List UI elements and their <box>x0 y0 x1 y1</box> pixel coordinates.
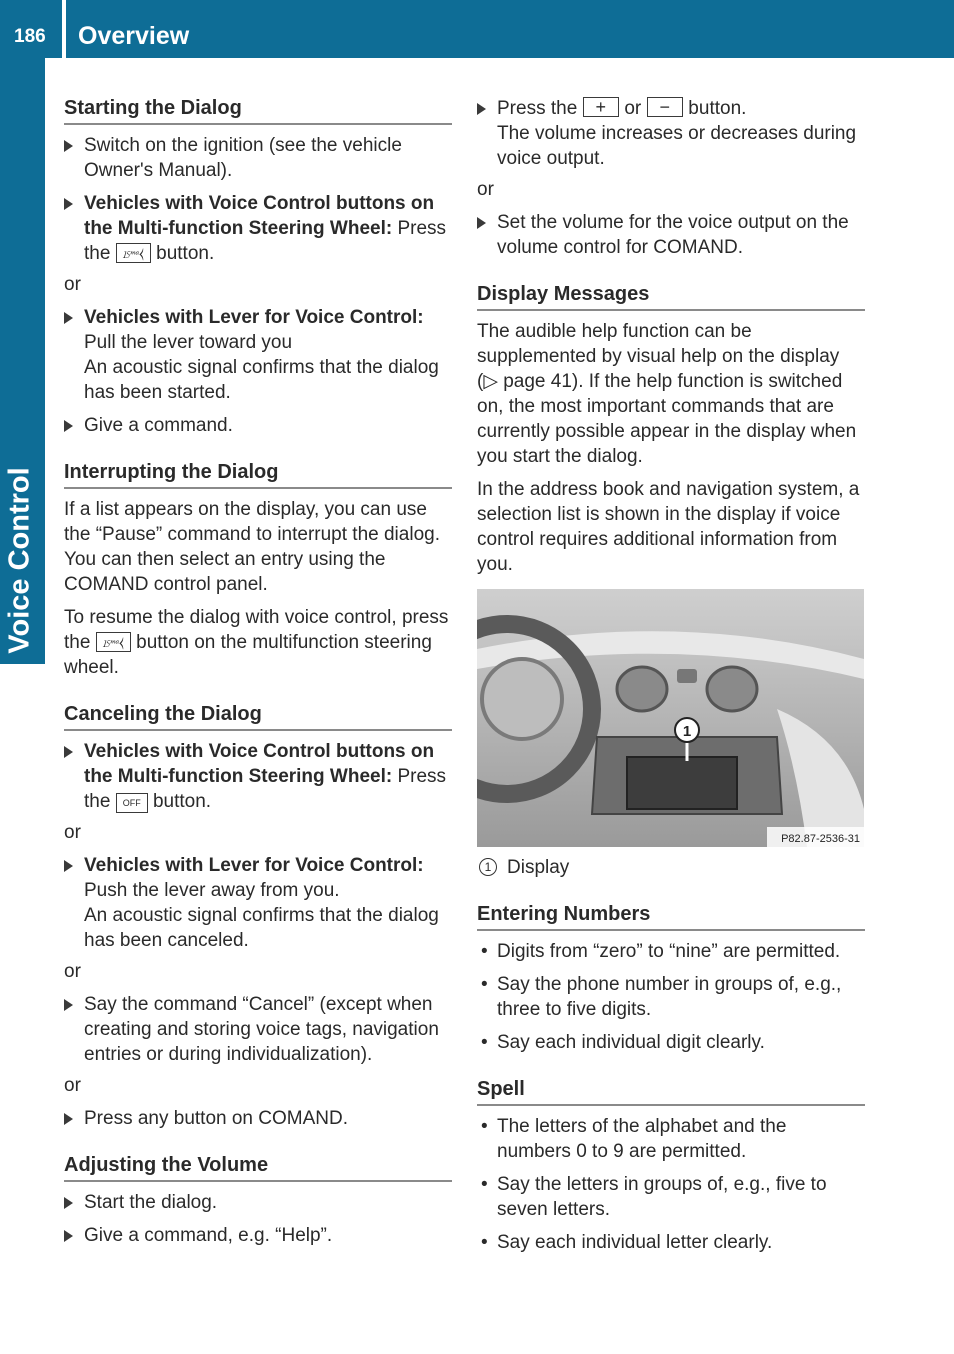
left-column <box>64 96 452 1248</box>
figure-code: P82.87-2536-31 <box>781 833 860 845</box>
list-item: Give a command. <box>64 413 452 438</box>
dashboard-figure <box>477 589 864 847</box>
heading-adjusting-volume: Adjusting the Volume <box>64 1153 452 1182</box>
page-number: 186 <box>14 26 46 47</box>
voice-button-icon: 𝄸⧼ <box>96 632 131 652</box>
bullet-icon: • <box>481 1174 488 1195</box>
bullet-icon: • <box>481 974 488 995</box>
list-item: Switch on the ignition (see the vehicle Owner's Manual). <box>64 133 452 183</box>
arrow-icon <box>477 103 486 115</box>
heading-canceling-dialog: Canceling the Dialog <box>64 702 452 731</box>
heading-entering-numbers: Entering Numbers <box>477 902 865 931</box>
list-item: Vehicles with Lever for Voice Control: Pull the lever toward you An acoustic signal confirms that the dialog has been started. <box>64 305 452 405</box>
bullet-icon: • <box>481 1116 488 1137</box>
bullet-item: • Say each individual digit clearly. <box>481 1032 765 1053</box>
arrow-icon <box>477 217 486 229</box>
bullet-item: • Digits from “zero” to “nine” are permitted. <box>481 941 841 962</box>
caption-number: 1 <box>479 858 497 876</box>
list-item: Give a command, e.g. “Help”. <box>64 1223 452 1248</box>
arrow-icon <box>64 860 73 872</box>
arrow-icon <box>64 198 73 210</box>
list-item: Vehicles with Lever for Voice Control: Push the lever away from you. An acoustic signal confirms that the dialog has been canceled. <box>64 853 452 953</box>
or-text: or <box>64 1075 81 1096</box>
bullet-item: • Say the phone number in groups of, e.g., three to five digits. <box>481 974 842 1020</box>
figure-callout: 1 <box>682 723 692 740</box>
paragraph: In the address book and navigation system, a selection list is shown in the display if voice control requires additional information from you. <box>477 479 860 575</box>
list-item: Say the command “Cancel” (except when creating and storing voice tags, navigation entries or during individualization). <box>64 992 452 1067</box>
paragraph: The audible help function can be supplemented by visual help on the display (▷ page 41). If the help function is switched on, the most important commands that are currently possible appear in the display when you start the dialog. <box>477 321 857 467</box>
list-item: Set the volume for the voice output on the volume control for COMAND. <box>477 210 865 260</box>
arrow-icon <box>64 746 73 758</box>
heading-interrupting-dialog: Interrupting the Dialog <box>64 460 452 489</box>
arrow-icon <box>64 312 73 324</box>
bullet-icon: • <box>481 941 488 962</box>
arrow-icon <box>64 420 73 432</box>
paragraph: If a list appears on the display, you can use the “Pause” command to interrupt the dialog. You can then select an entry using the COMAND control panel. <box>64 499 440 595</box>
side-tab <box>0 58 45 664</box>
bullet-item: • Say each individual letter clearly. <box>481 1232 773 1253</box>
or-text: or <box>477 179 494 200</box>
arrow-icon <box>64 140 73 152</box>
bullet-icon: • <box>481 1032 488 1053</box>
heading-spell: Spell <box>477 1077 865 1106</box>
figure-caption: 1 Display <box>477 855 865 880</box>
paragraph: To resume the dialog with voice control, press the 𝄸⧼ button on the multifunction steering wheel. <box>64 607 449 678</box>
bullet-item: • The letters of the alphabet and the numbers 0 to 9 are permitted. <box>481 1116 787 1162</box>
or-text: or <box>64 961 81 982</box>
dashboard-illustration <box>477 589 864 847</box>
page-header <box>0 0 954 58</box>
arrow-icon <box>64 1230 73 1242</box>
list-item: Vehicles with Voice Control buttons on the Multi-function Steering Wheel: Press the 𝄸⧼ button. <box>64 191 452 266</box>
list-item: Start the dialog. <box>64 1190 452 1215</box>
bullet-icon: • <box>481 1232 488 1253</box>
list-item: Vehicles with Voice Control buttons on the Multi-function Steering Wheel: Press the OFF button. <box>64 739 452 814</box>
or-text: or <box>64 274 81 295</box>
section-title: Overview <box>78 22 190 50</box>
side-tab-label: Voice Control <box>3 467 36 654</box>
list-item: Press the + or − button. The volume increases or decreases during voice output. <box>477 96 865 171</box>
arrow-icon <box>64 1113 73 1125</box>
bullet-item: • Say the letters in groups of, e.g., five to seven letters. <box>481 1174 827 1220</box>
off-button-icon: OFF <box>116 793 148 813</box>
arrow-icon <box>64 999 73 1011</box>
minus-button-icon: − <box>647 97 684 117</box>
voice-button-icon: 𝄸⧼ <box>116 243 151 263</box>
heading-display-messages: Display Messages <box>477 282 865 311</box>
heading-starting-dialog: Starting the Dialog <box>64 96 452 125</box>
right-column <box>477 96 865 1255</box>
plus-button-icon: + <box>583 97 620 117</box>
header-divider <box>62 0 66 58</box>
list-item: Press any button on COMAND. <box>64 1106 452 1131</box>
or-text: or <box>64 822 81 843</box>
arrow-icon <box>64 1197 73 1209</box>
